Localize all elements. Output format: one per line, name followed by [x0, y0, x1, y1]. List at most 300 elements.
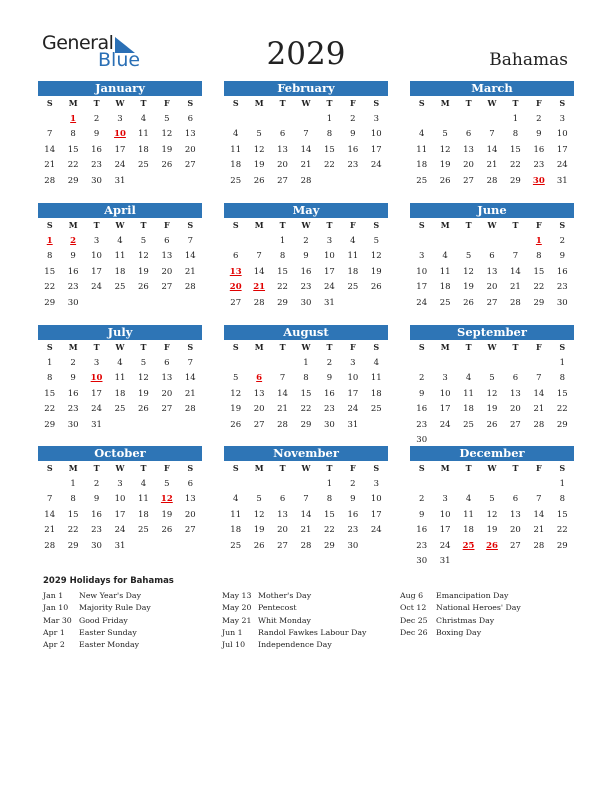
holidays-title: 2029 Holidays for Bahamas — [43, 576, 174, 586]
day: 8 — [559, 373, 565, 383]
day: 22 — [556, 525, 568, 535]
day: 15 — [44, 388, 56, 399]
day: 18 — [114, 388, 126, 399]
day: 2 — [419, 494, 425, 504]
day: 17 — [91, 266, 102, 277]
day: 14 — [277, 388, 288, 399]
day: 29 — [556, 540, 568, 551]
holiday-date: May 13 — [222, 591, 252, 600]
day-grid — [410, 96, 574, 189]
weekday-label: T — [512, 342, 519, 352]
day: 18 — [230, 160, 242, 170]
day: 26 — [253, 175, 265, 186]
day: 17 — [347, 388, 359, 399]
weekday-label: M — [254, 463, 264, 473]
day: 7 — [536, 494, 542, 504]
day: 21 — [533, 404, 545, 414]
day: 29 — [556, 419, 568, 430]
holiday-name: National Heroes' Day — [436, 603, 521, 613]
empty-cell — [247, 234, 270, 250]
weekday-label: M — [440, 98, 450, 108]
holiday-day: 1 — [46, 235, 53, 246]
day: 30 — [67, 419, 79, 430]
weekday-label: W — [487, 98, 497, 108]
weekday-label: T — [465, 98, 472, 108]
day: 18 — [138, 144, 149, 155]
day: 10 — [114, 494, 126, 504]
day: 28 — [44, 175, 56, 186]
day: 13 — [253, 388, 265, 399]
holiday-date: Jan 10 — [43, 603, 69, 613]
day: 21 — [44, 160, 56, 170]
holiday-day: 20 — [229, 282, 242, 292]
day: 13 — [184, 129, 196, 139]
day: 2 — [350, 478, 356, 489]
weekday-label: W — [487, 463, 497, 473]
day: 27 — [230, 297, 242, 308]
empty-cell — [480, 477, 503, 493]
day: 2 — [93, 478, 100, 489]
day: 19 — [439, 160, 451, 170]
day-grid — [38, 340, 202, 433]
day: 4 — [465, 494, 472, 504]
day: 22 — [44, 404, 56, 414]
day: 5 — [373, 235, 379, 246]
empty-cell — [433, 477, 456, 493]
day: 19 — [161, 509, 173, 520]
day: 13 — [510, 388, 521, 399]
day: 16 — [533, 144, 545, 155]
weekday-label: S — [559, 463, 566, 473]
day: 25 — [463, 419, 474, 430]
day: 7 — [536, 373, 542, 383]
day: 29 — [510, 175, 521, 186]
holiday-name: Boxing Day — [436, 627, 482, 637]
day: 28 — [277, 419, 288, 430]
holiday-name: Easter Monday — [79, 640, 140, 650]
day: 22 — [67, 160, 79, 170]
day: 28 — [486, 175, 498, 186]
day-grid — [410, 340, 574, 449]
day: 3 — [117, 478, 123, 489]
day: 23 — [556, 282, 568, 292]
holiday-date: Dec 26 — [400, 627, 428, 637]
holiday-name: Whit Monday — [258, 615, 311, 625]
weekday-label: T — [279, 98, 286, 108]
day: 10 — [370, 494, 382, 504]
weekday-label: S — [46, 220, 53, 230]
weekday-label: S — [232, 220, 239, 230]
day: 15 — [556, 388, 568, 399]
day: 5 — [164, 113, 170, 124]
day-grid — [410, 461, 574, 570]
day: 1 — [279, 235, 286, 246]
day: 9 — [326, 373, 333, 383]
day: 27 — [161, 282, 173, 292]
day: 26 — [138, 404, 149, 414]
day: 30 — [300, 297, 312, 308]
month-header: April — [38, 203, 202, 218]
day: 18 — [230, 525, 242, 535]
holiday-day: 2 — [70, 235, 77, 246]
weekday-label: T — [465, 342, 472, 352]
holiday-date: Apr 2 — [43, 640, 65, 650]
day: 29 — [277, 297, 288, 308]
holiday-row — [43, 615, 151, 627]
day: 22 — [44, 282, 56, 292]
day: 9 — [419, 388, 425, 399]
weekday-label: S — [559, 342, 566, 352]
weekday-label: S — [418, 463, 425, 473]
day: 24 — [439, 540, 451, 551]
day: 27 — [277, 175, 288, 186]
day: 5 — [489, 494, 495, 504]
day: 30 — [416, 556, 428, 566]
day: 9 — [93, 494, 100, 504]
day: 12 — [486, 509, 498, 520]
weekday-label: T — [512, 98, 519, 108]
day-grid — [224, 218, 388, 311]
day: 28 — [300, 175, 312, 186]
weekday-label: T — [93, 220, 100, 230]
day: 9 — [350, 129, 356, 139]
day: 22 — [277, 282, 288, 292]
day: 15 — [324, 144, 335, 155]
month-september — [410, 325, 574, 449]
day: 8 — [326, 494, 333, 504]
day: 24 — [370, 160, 382, 170]
weekday-label: W — [487, 220, 497, 230]
holiday-date: Mar 30 — [43, 615, 72, 625]
day: 4 — [442, 251, 448, 261]
month-header: September — [410, 325, 574, 340]
day: 26 — [230, 419, 242, 430]
day: 15 — [324, 509, 335, 520]
day: 16 — [416, 404, 428, 414]
holiday-name: Pentecost — [258, 603, 297, 613]
day: 15 — [277, 266, 288, 277]
day: 4 — [117, 235, 123, 246]
day: 1 — [326, 113, 333, 124]
day: 11 — [463, 509, 474, 520]
empty-cell — [410, 112, 433, 128]
day: 5 — [465, 251, 472, 261]
month-header: June — [410, 203, 574, 218]
day: 30 — [67, 297, 79, 308]
day: 3 — [117, 113, 123, 124]
month-header: January — [38, 81, 202, 96]
weekday-label: T — [93, 342, 100, 352]
day: 18 — [439, 282, 451, 292]
weekday-label: F — [350, 342, 356, 352]
day: 6 — [279, 494, 286, 504]
day: 19 — [161, 144, 173, 155]
holiday-day: 10 — [114, 129, 126, 139]
holiday-row — [43, 627, 151, 639]
empty-cell — [294, 477, 317, 493]
day: 11 — [138, 129, 149, 139]
day: 27 — [161, 404, 173, 414]
day: 4 — [419, 129, 425, 139]
day: 19 — [486, 404, 498, 414]
day: 4 — [117, 357, 123, 368]
holiday-name: Good Friday — [79, 615, 128, 625]
month-header: November — [224, 446, 388, 461]
day: 27 — [253, 419, 265, 430]
weekday-label: F — [350, 463, 356, 473]
day: 10 — [347, 373, 359, 383]
weekday-label: S — [187, 220, 194, 230]
day: 9 — [350, 494, 356, 504]
empty-cell — [224, 112, 247, 128]
weekday-label: S — [46, 342, 53, 352]
weekday-label: F — [350, 98, 356, 108]
day: 6 — [164, 235, 170, 246]
day: 2 — [303, 235, 309, 246]
day: 4 — [140, 478, 147, 489]
weekday-label: S — [187, 342, 194, 352]
weekday-label: F — [536, 342, 542, 352]
day: 23 — [324, 404, 335, 414]
day: 29 — [533, 297, 545, 308]
day: 18 — [114, 266, 126, 277]
empty-cell — [433, 112, 456, 128]
day: 22 — [324, 525, 335, 535]
day: 17 — [439, 525, 451, 535]
day: 25 — [347, 282, 359, 292]
weekday-label: F — [164, 98, 170, 108]
empty-cell — [224, 234, 247, 250]
day: 20 — [277, 160, 288, 170]
day: 5 — [233, 373, 239, 383]
weekday-label: F — [164, 220, 170, 230]
day: 20 — [277, 525, 288, 535]
day: 11 — [347, 251, 359, 261]
month-june — [410, 203, 574, 311]
weekday-label: M — [68, 98, 78, 108]
day: 13 — [161, 373, 173, 383]
day: 27 — [184, 160, 196, 170]
day: 5 — [256, 129, 262, 139]
empty-cell — [224, 477, 247, 493]
weekday-label: S — [232, 342, 239, 352]
month-header: March — [410, 81, 574, 96]
day: 22 — [300, 404, 312, 414]
empty-cell — [527, 356, 550, 372]
weekday-label: M — [254, 342, 264, 352]
day: 13 — [510, 509, 521, 520]
holiday-row — [400, 627, 521, 639]
weekday-label: S — [187, 98, 194, 108]
day: 29 — [324, 540, 335, 551]
day: 25 — [230, 175, 242, 186]
holiday-row — [222, 590, 366, 602]
day: 12 — [486, 388, 498, 399]
weekday-label: T — [279, 342, 286, 352]
country-name: Bahamas — [489, 50, 568, 70]
day: 23 — [67, 282, 79, 292]
day: 24 — [91, 282, 102, 292]
day: 25 — [370, 404, 382, 414]
day: 3 — [93, 235, 100, 246]
weekday-label: S — [418, 342, 425, 352]
month-header: October — [38, 446, 202, 461]
empty-cell — [271, 477, 294, 493]
month-january — [38, 81, 202, 189]
day: 11 — [439, 266, 451, 277]
day: 2 — [559, 235, 565, 246]
day: 12 — [439, 144, 451, 155]
day: 4 — [465, 373, 472, 383]
weekday-label: S — [559, 220, 566, 230]
month-august — [224, 325, 388, 433]
day: 28 — [510, 297, 521, 308]
empty-cell — [433, 234, 456, 250]
day: 19 — [253, 160, 265, 170]
month-header: December — [410, 446, 574, 461]
weekday-label: W — [301, 342, 311, 352]
holiday-name: Independence Day — [258, 640, 332, 650]
weekday-label: W — [301, 220, 311, 230]
day: 5 — [140, 357, 147, 368]
day: 1 — [47, 357, 53, 368]
day: 1 — [512, 113, 519, 124]
day: 14 — [300, 509, 312, 520]
holiday-column — [400, 590, 521, 639]
day: 29 — [67, 175, 79, 186]
day: 17 — [439, 404, 451, 414]
day: 14 — [253, 266, 265, 277]
weekday-label: S — [373, 98, 380, 108]
weekday-label: S — [46, 463, 53, 473]
day: 31 — [439, 556, 451, 566]
day: 23 — [300, 282, 312, 292]
weekday-label: W — [115, 342, 125, 352]
holiday-date: Dec 25 — [400, 615, 428, 625]
day: 15 — [556, 509, 568, 520]
holiday-date: Jan 1 — [43, 591, 64, 600]
day: 26 — [161, 160, 173, 170]
weekday-label: S — [187, 463, 194, 473]
day: 20 — [486, 282, 498, 292]
day: 9 — [559, 251, 565, 261]
day: 14 — [510, 266, 521, 277]
day: 2 — [93, 113, 100, 124]
weekday-label: T — [140, 98, 147, 108]
weekday-label: T — [465, 463, 472, 473]
day: 14 — [184, 373, 196, 383]
day: 3 — [326, 235, 333, 246]
day-grid — [410, 218, 574, 311]
day: 8 — [326, 129, 333, 139]
day: 25 — [114, 282, 126, 292]
weekday-label: S — [373, 220, 380, 230]
day: 23 — [416, 419, 428, 430]
weekday-label: F — [536, 463, 542, 473]
month-july — [38, 325, 202, 433]
weekday-label: M — [254, 220, 264, 230]
weekday-label: T — [93, 98, 100, 108]
empty-cell — [504, 477, 527, 493]
weekday-label: W — [115, 98, 125, 108]
day: 27 — [184, 525, 196, 535]
holiday-name: Mother's Day — [258, 591, 312, 600]
month-april — [38, 203, 202, 311]
day: 28 — [253, 297, 265, 308]
weekday-label: T — [326, 342, 333, 352]
day: 9 — [536, 129, 542, 139]
weekday-label: S — [373, 463, 380, 473]
empty-cell — [480, 112, 503, 128]
day: 21 — [184, 388, 196, 399]
day: 14 — [44, 509, 56, 520]
holiday-date: Aug 6 — [400, 591, 424, 600]
weekday-label: S — [232, 98, 239, 108]
day: 1 — [303, 357, 309, 368]
logo-text-blue: Blue — [98, 49, 141, 71]
day: 2 — [536, 113, 542, 124]
holiday-name: Majority Rule Day — [79, 603, 151, 613]
day: 27 — [510, 540, 521, 551]
day: 12 — [161, 129, 173, 139]
day: 8 — [559, 494, 565, 504]
day: 3 — [373, 478, 379, 489]
day: 14 — [486, 144, 498, 155]
day: 26 — [138, 282, 149, 292]
day: 23 — [347, 525, 359, 535]
day: 31 — [347, 419, 359, 430]
day: 11 — [370, 373, 382, 383]
day: 7 — [279, 373, 286, 383]
day: 12 — [230, 388, 242, 399]
day: 7 — [303, 129, 309, 139]
empty-cell — [247, 477, 270, 493]
day: 16 — [91, 144, 102, 155]
day: 25 — [138, 160, 149, 170]
day: 16 — [416, 525, 428, 535]
weekday-label: F — [536, 220, 542, 230]
day: 20 — [161, 388, 173, 399]
day: 25 — [439, 297, 451, 308]
day: 25 — [230, 540, 242, 551]
holiday-day: 26 — [486, 540, 498, 551]
day: 7 — [187, 235, 193, 246]
empty-cell — [410, 477, 433, 493]
day: 13 — [161, 251, 173, 261]
day: 11 — [114, 373, 126, 383]
day: 26 — [486, 419, 498, 430]
day: 24 — [114, 160, 126, 170]
weekday-label: T — [465, 220, 472, 230]
holiday-row — [43, 602, 151, 614]
empty-cell — [457, 356, 480, 372]
month-header: February — [224, 81, 388, 96]
day: 6 — [187, 478, 193, 489]
day: 8 — [536, 251, 542, 261]
day: 6 — [279, 129, 286, 139]
day: 24 — [416, 297, 428, 308]
day: 27 — [277, 540, 288, 551]
holiday-row — [400, 602, 521, 614]
day: 17 — [370, 144, 382, 155]
holiday-row — [400, 590, 521, 602]
day-grid — [38, 461, 202, 554]
day: 2 — [70, 357, 76, 368]
day: 21 — [300, 525, 312, 535]
day: 17 — [114, 509, 126, 520]
day: 5 — [140, 235, 147, 246]
day: 24 — [114, 525, 126, 535]
